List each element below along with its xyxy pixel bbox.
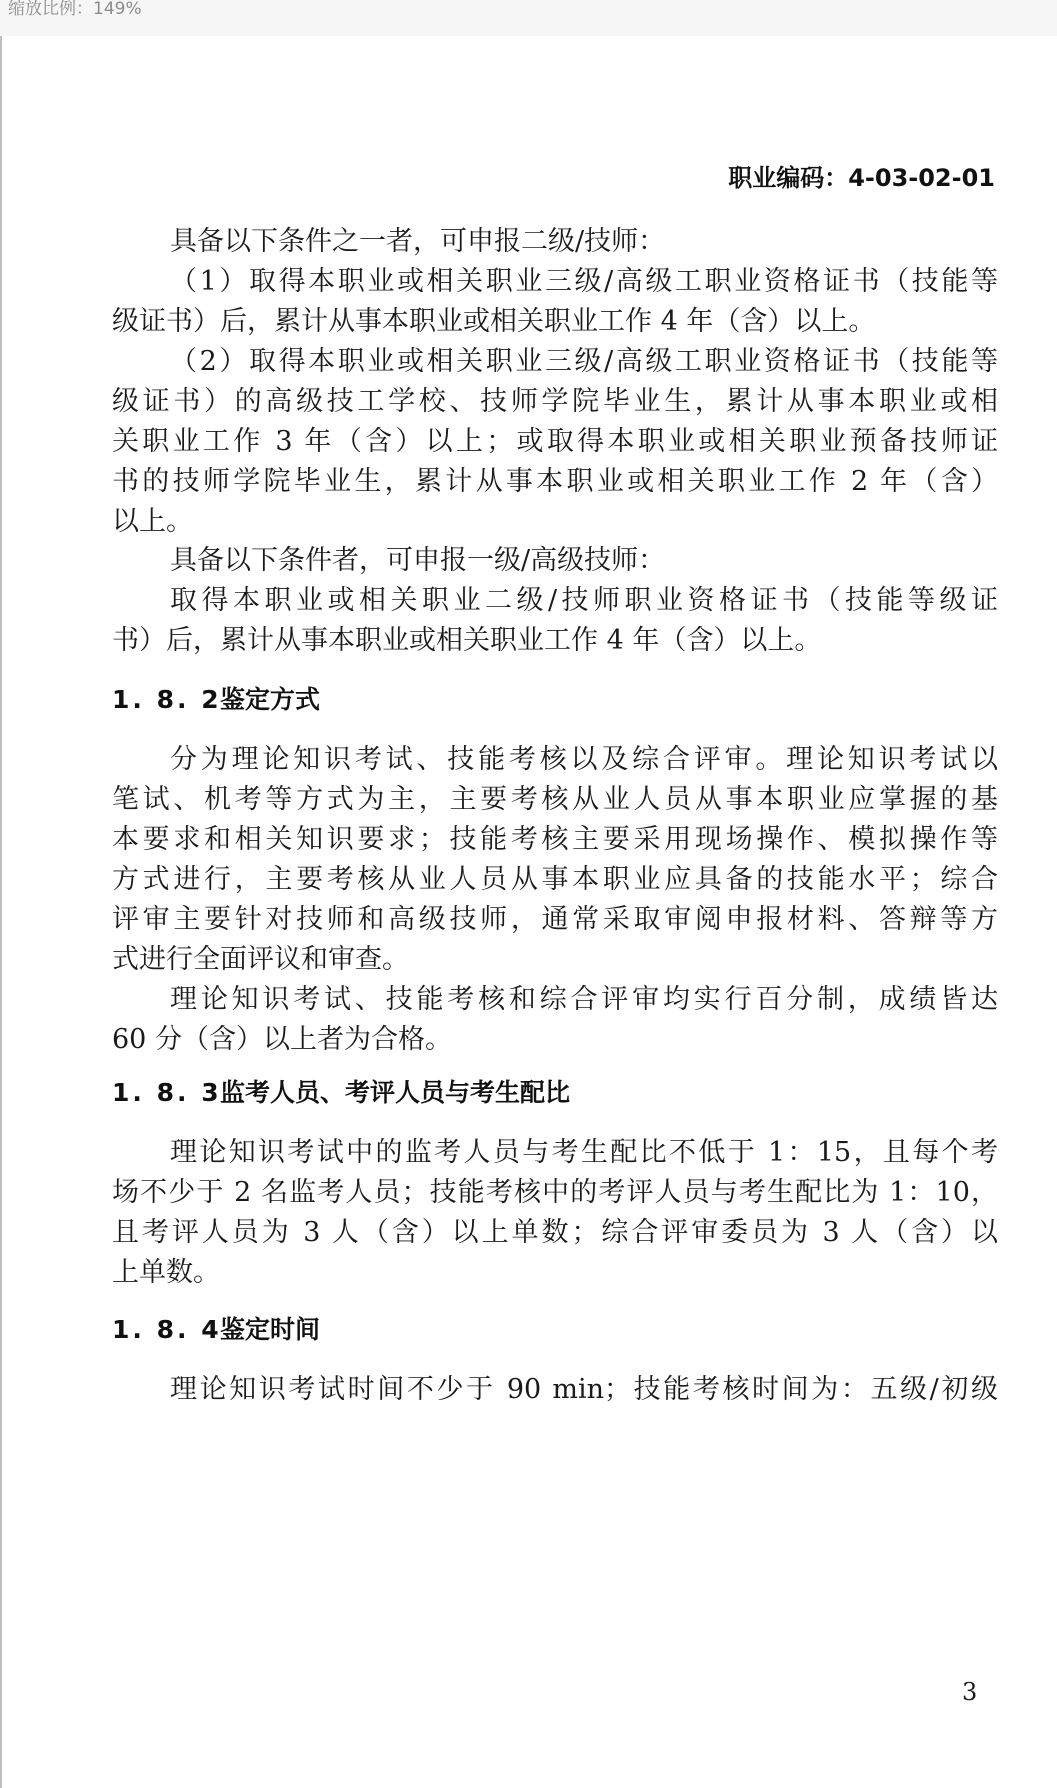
paragraph-line: 具备以下条件之一者，可申报二级/技师： xyxy=(170,226,666,257)
paragraph-line: 级证书）后，累计从事本职业或相关职业工作 4 年（含）以上。 xyxy=(112,306,876,337)
paragraph-line: 方式进行，主要考核从业人员从事本职业应具备的技能水平；综合 xyxy=(112,864,998,895)
paragraph-line: 评审主要针对技师和高级技师，通常采取审阅申报材料、答辩等方 xyxy=(112,904,998,935)
section-title: 鉴定方式 xyxy=(220,685,321,714)
section-title: 鉴定时间 xyxy=(220,1315,321,1344)
paragraph-line: （1）取得本职业或相关职业三级/高级工职业资格证书（技能等 xyxy=(170,266,998,297)
paragraph-line: 以上。 xyxy=(112,506,193,537)
paragraph-line: 分为理论知识考试、技能考核以及综合评审。理论知识考试以 xyxy=(170,744,998,775)
paragraph-line: 60 分（含）以上者为合格。 xyxy=(112,1024,452,1055)
section-heading xyxy=(112,680,320,720)
page-number: 3 xyxy=(962,1678,978,1706)
paragraph-line: 本要求和相关知识要求；技能考核主要采用现场操作、模拟操作等 xyxy=(112,824,998,855)
paragraph-line: 书的技师学院毕业生，累计从事本职业或相关职业工作 2 年（含） xyxy=(112,466,998,497)
section-title: 监考人员、考评人员与考生配比 xyxy=(220,1078,571,1107)
paragraph-line: 理论知识考试时间不少于 90 min；技能考核时间为：五级/初级 xyxy=(170,1374,998,1405)
paragraph-line: 具备以下条件者，可申报一级/高级技师： xyxy=(170,545,666,576)
section-heading xyxy=(112,1073,570,1113)
paragraph-line: 且考评人员为 3 人（含）以上单数；综合评审委员为 3 人（含）以 xyxy=(112,1217,998,1248)
paragraph-line: 上单数。 xyxy=(112,1257,220,1288)
section-number: 1. 8. 2 xyxy=(112,685,222,714)
paragraph-line: 场不少于 2 名监考人员；技能考核中的考评人员与考生配比为 1：10， xyxy=(112,1177,998,1208)
section-heading xyxy=(112,1310,320,1350)
paragraph-line: 取得本职业或相关职业二级/技师职业资格证书（技能等级证 xyxy=(170,585,998,616)
paragraph-line: 理论知识考试、技能考核和综合评审均实行百分制，成绩皆达 xyxy=(170,984,998,1015)
section-number: 1. 8. 4 xyxy=(112,1315,222,1344)
paragraph-line: 笔试、机考等方式为主，主要考核从业人员从事本职业应掌握的基 xyxy=(112,784,998,815)
paragraph-line: （2）取得本职业或相关职业三级/高级工职业资格证书（技能等 xyxy=(170,346,998,377)
paragraph-line: 关职业工作 3 年（含）以上；或取得本职业或相关职业预备技师证 xyxy=(112,426,998,457)
paragraph-line: 式进行全面评议和审查。 xyxy=(112,944,409,975)
document-page xyxy=(2,36,1057,1788)
occupation-code: 职业编码：4-03-02-01 xyxy=(728,164,995,192)
section-number: 1. 8. 3 xyxy=(112,1078,222,1107)
viewer-top-bar xyxy=(0,0,1057,37)
paragraph-line: 书）后，累计从事本职业或相关职业工作 4 年（含）以上。 xyxy=(112,625,822,656)
zoom-indicator: 缩放比例：149% xyxy=(8,0,142,19)
paragraph-line: 级证书）的高级技工学校、技师学院毕业生，累计从事本职业或相 xyxy=(112,386,998,417)
paragraph-line: 理论知识考试中的监考人员与考生配比不低于 1：15，且每个考 xyxy=(170,1137,998,1168)
